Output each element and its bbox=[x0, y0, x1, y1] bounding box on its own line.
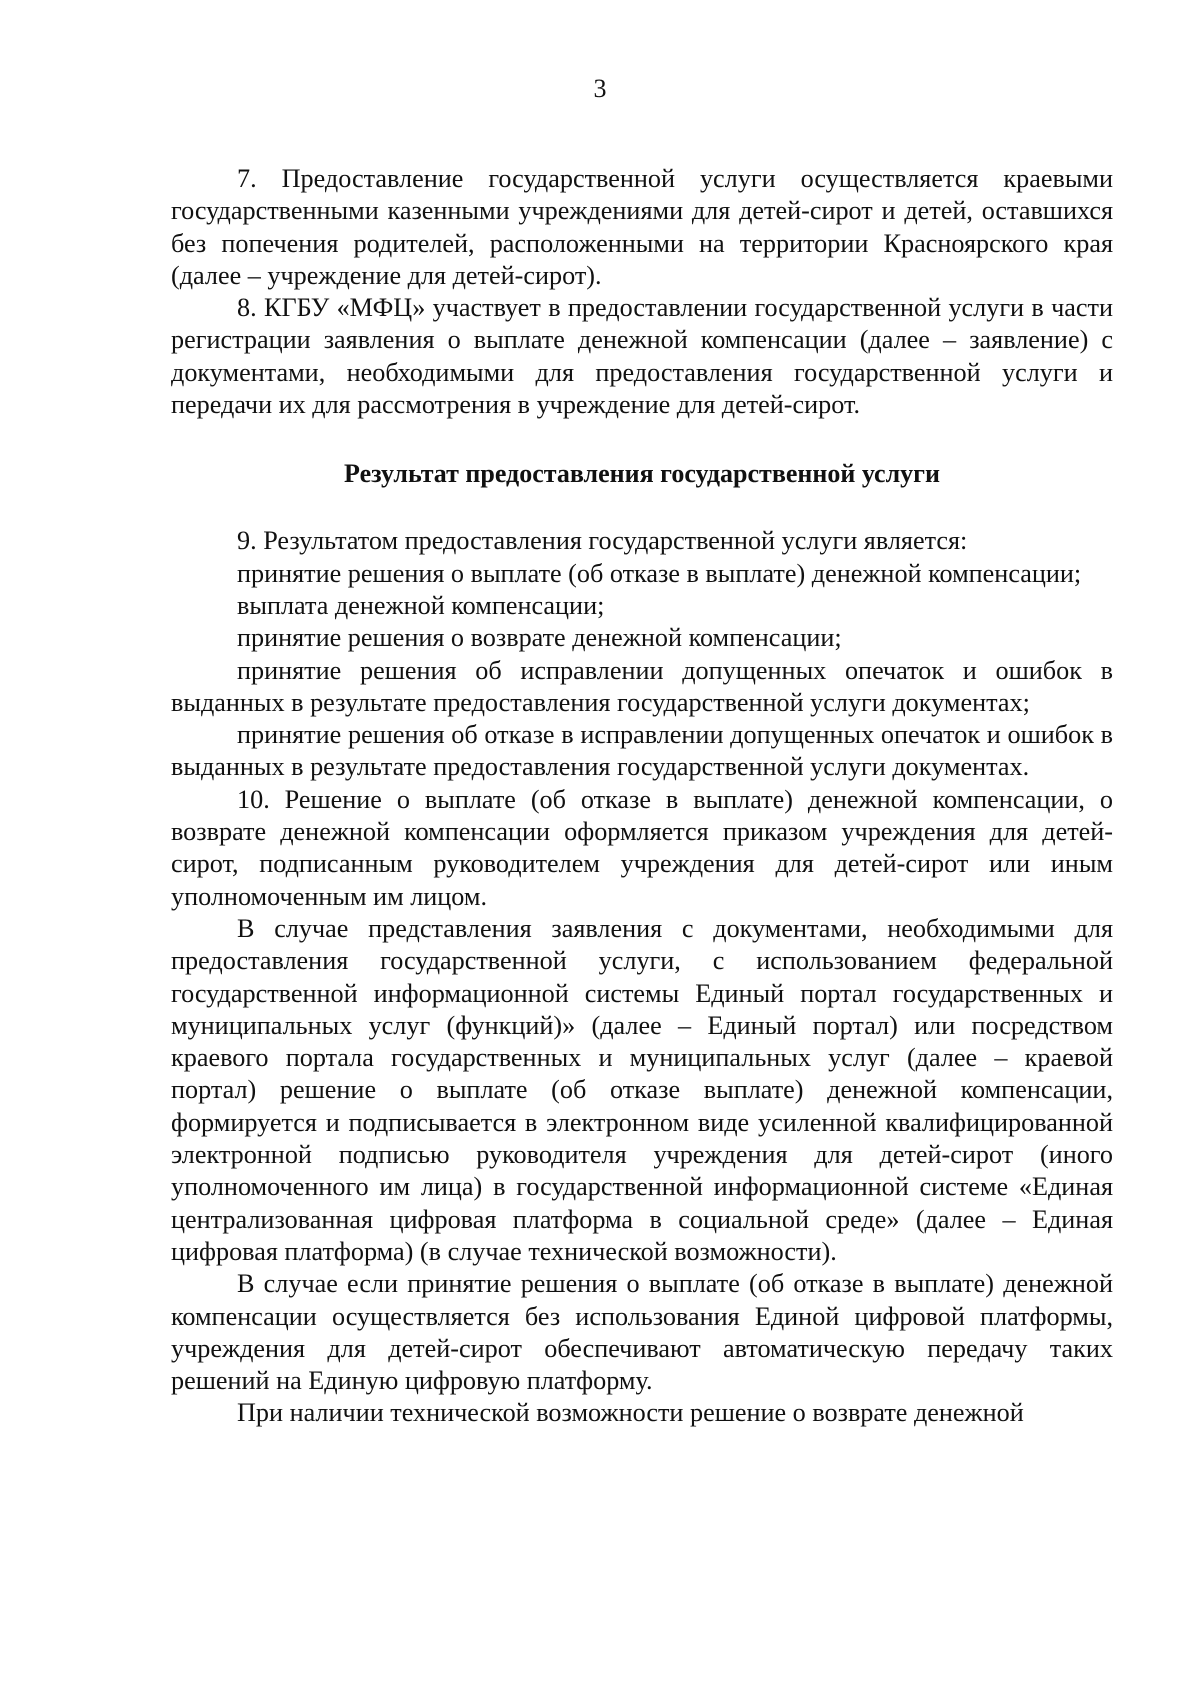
page-number: 3 bbox=[593, 74, 607, 103]
paragraph-7: 7. Предоставление государственной услуги осуществляется краевыми государственными казенными учреждениями для детей-сирот и детей, оставшихся без попечения родителей, расположенными на территории Красноярского края (далее – учреждение для детей-сирот). bbox=[171, 164, 1113, 290]
list-item-correction-decision: принятие решения об исправлении допущенных опечаток и ошибок в выданных в результате предоставления государственной услуги документах; bbox=[171, 655, 1113, 717]
paragraph-electronic-submission: В случае представления заявления с документами, необходимыми для предоставления государственной услуги, с использованием федеральной государственной информационной системы Единый портал государственных и муниципальных услуг (функций)» (далее – Единый портал) или посредством краевого портала государственных и муниципальных услуг (далее – краевой портал) решение о выплате (об отказе выплате) денежной компенсации, формируется и подписывается в электронном виде усиленной квалифицированной электронной подписью руководителя учреждения для детей-сирот (иного уполномоченного им лица) в государственной информационной системе «Единая централизованная цифровая платформа в социальной среде» (далее – Единая цифровая платформа) (в случае технической возможности). bbox=[171, 913, 1113, 1266]
section-heading: Результат предоставления государственной услуги bbox=[344, 459, 940, 489]
list-item-correction-refusal: принятие решения об отказе в исправлении допущенных опечаток и ошибок в выданных в результате предоставления государственной услуги документах. bbox=[171, 720, 1113, 782]
list-item-payment: выплата денежной компенсации; bbox=[237, 590, 605, 620]
paragraph-technical-possibility: При наличии технической возможности решение о возврате денежной bbox=[237, 1398, 1024, 1428]
paragraph-without-platform: В случае если принятие решения о выплате (об отказе в выплате) денежной компенсации осуществляется без использования Единой цифровой платформы, учреждения для детей-сирот обеспечивают автоматическую передачу таких решений на Единую цифровую платформу. bbox=[171, 1269, 1113, 1396]
paragraph-10: 10. Решение о выплате (об отказе в выплате) денежной компенсации, о возврате денежной компенсации оформляется приказом учреждения для детей-сирот, подписанным руководителем учреждения для детей-сирот или иным уполномоченным им лицом. bbox=[171, 784, 1113, 911]
paragraph-9: 9. Результатом предоставления государственной услуги является: bbox=[237, 526, 968, 556]
list-item-refund-decision: принятие решения о возврате денежной компенсации; bbox=[237, 623, 842, 653]
paragraph-8: 8. КГБУ «МФЦ» участвует в предоставлении государственной услуги в части регистрации заявления о выплате денежной компенсации (далее – заявление) с документами, необходимыми для предоставления государственной услуги и передачи их для рассмотрения в учреждение для детей-сирот. bbox=[171, 293, 1113, 420]
document-body bbox=[171, 163, 1113, 1430]
list-item-payment-decision: принятие решения о выплате (об отказе в выплате) денежной компенсации; bbox=[237, 558, 1082, 588]
